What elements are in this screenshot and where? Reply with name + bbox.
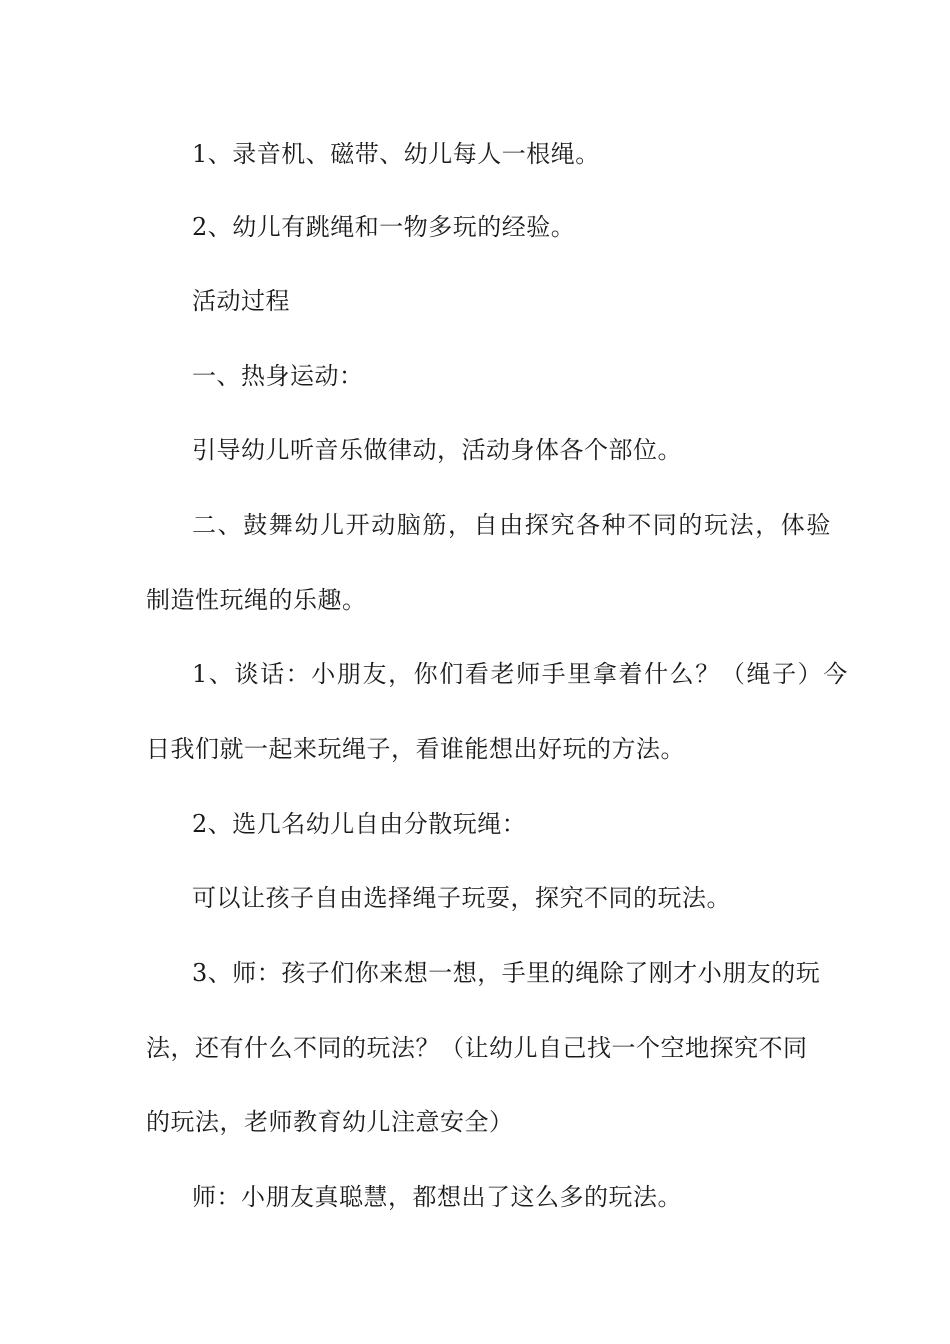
paragraph-teacher-line1: 3、师：孩子们你来想一想，手里的绳除了刚才小朋友的玩 (192, 959, 821, 987)
paragraph-materials-1: 1、录音机、磁带、幼儿每人一根绳。 (192, 140, 600, 168)
section-heading-explore-line2: 制造性玩绳的乐趣。 (146, 586, 367, 614)
paragraph-teacher-praise: 师：小朋友真聪慧，都想出了这么多的玩法。 (192, 1183, 682, 1211)
paragraph-materials-2: 2、幼儿有跳绳和一物多玩的经验。 (192, 213, 576, 241)
paragraph-free-play: 可以让孩子自由选择绳子玩耍，探究不同的玩法。 (192, 884, 731, 912)
paragraph-warmup: 引导幼儿听音乐做律动，活动身体各个部位。 (192, 436, 682, 464)
paragraph-choose-children: 2、选几名幼儿自由分散玩绳： (192, 810, 527, 838)
section-heading-explore-line1: 二、鼓舞幼儿开动脑筋，自由探究各种不同的玩法，体验 (192, 511, 832, 539)
section-heading-warmup: 一、热身运动： (192, 362, 364, 390)
paragraph-talk-line1: 1、谈话：小朋友，你们看老师手里拿着什么？（绳子）今 (192, 660, 849, 688)
section-heading-activity-process: 活动过程 (192, 287, 290, 315)
paragraph-teacher-line3: 的玩法，老师教育幼儿注意安全） (146, 1108, 514, 1136)
paragraph-talk-line2: 日我们就一起来玩绳子，看谁能想出好玩的方法。 (146, 735, 685, 763)
paragraph-teacher-line2: 法，还有什么不同的玩法？（让幼儿自己找一个空地探究不同 (146, 1034, 808, 1062)
